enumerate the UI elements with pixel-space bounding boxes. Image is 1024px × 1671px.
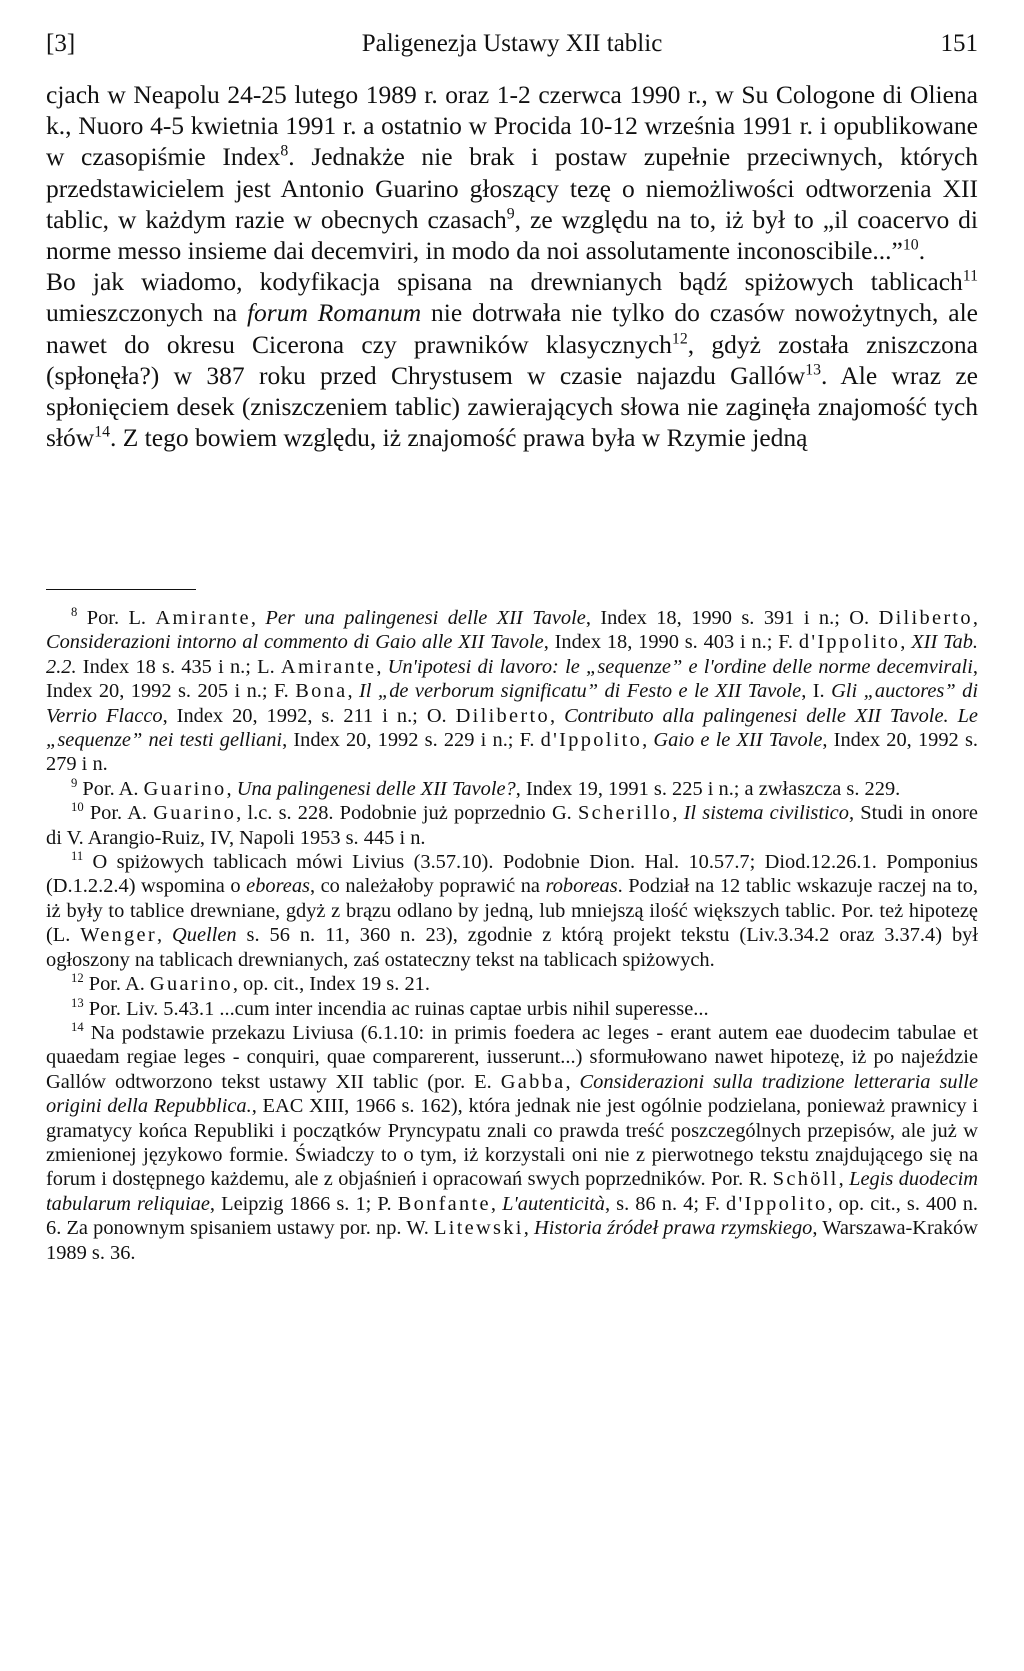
- running-header: [46, 30, 978, 70]
- italic-text: Un'ipotesi di lavoro: le „sequenze” e l'ordine delle norme decemvirali: [387, 655, 973, 678]
- italic-text: Quellen: [172, 924, 237, 947]
- text-run: , EAC XIII, 1966 s. 162), która jednak nie jest ogólnie podzielana, ponieważ prawnicy i gramatycy końca Republiki i początków Pryncypatu znali co prawda treść poszczególnych przepisów, ale już w zmienionej językowo formie. Świadczy to o tym, iż korzystali oni nie z pierwotnego tekstu znajdującego się na forum i dostępnego każdemu, ale z objaśnień i opracowań swych poprzedników. Por. R.: [46, 1095, 979, 1191]
- text-run: ,: [250, 607, 266, 629]
- footnote-separator: [46, 589, 196, 590]
- text-run: . Jednakże nie brak i postaw zupełnie przeciwnych, których przedstawicielem jest Antonio Guarino głoszący tezę o niemożliwości odtworzenia XII tablic, w każdym razie w obecnych czasach: [46, 142, 978, 234]
- text-run: ,: [157, 924, 173, 947]
- text-run: ,: [347, 680, 359, 703]
- text-run: , Studi in onore di V. Arangio-Ruiz, IV, Napoli 1953 s. 445 i n.: [46, 802, 978, 849]
- text-run: , I.: [801, 680, 832, 703]
- author-name: Scherillo: [577, 802, 673, 825]
- author-name: Bonfante: [397, 1192, 491, 1215]
- italic-text: Historia źródeł prawa rzymskiego: [534, 1217, 813, 1240]
- text-run: , ze względu na to, iż był to „il coacervo di norme messo insieme dai decemviri, in modo da noi assolutamente inconoscibile...”: [46, 204, 978, 266]
- text-run: Por. L.: [77, 607, 156, 629]
- author-name: Guarino: [149, 973, 233, 996]
- text-run: , gdyż została zniszczona (spłonęła?) w 387 roku przed Chrystusem w czasie najazdu Gallów: [46, 329, 978, 390]
- italic-text: Contributo alla palingenesi delle XII Tavole. Le „sequenze” nei testi gelliani: [46, 704, 978, 752]
- text-run: Por. A.: [83, 973, 150, 996]
- footnote: [46, 1021, 978, 1265]
- text-run: Por. A.: [77, 777, 144, 800]
- author-name: Guarino: [143, 777, 227, 800]
- italic-text: Gli „auctores” di Verrio Flacco: [46, 680, 979, 727]
- author-name: Diliberto: [878, 607, 973, 629]
- text-run: Por. A.: [83, 802, 154, 825]
- text-run: ,: [642, 729, 654, 752]
- text-run: ,: [565, 1070, 580, 1093]
- author-name: Diliberto: [455, 704, 550, 727]
- text-run: , Index 20, 1992, s. 211 i n.; O.: [162, 704, 456, 727]
- text-run: , Index 20, 1992 s. 279 i n.: [46, 729, 978, 776]
- author-name: d'Ippolito: [798, 631, 901, 654]
- running-title: Paligenezja Ustawy XII tablic: [361, 30, 663, 57]
- italic-text: XII Tab. 2.2.: [46, 631, 979, 678]
- italic-text: Legis duodecim tabularum reliquiae: [46, 1168, 979, 1215]
- author-name: d'Ippolito: [726, 1192, 828, 1215]
- text-run: Index 18 s. 435 i n.; L.: [76, 655, 281, 678]
- section-number: [3]: [46, 30, 76, 57]
- footnote-ref: 11: [71, 849, 84, 864]
- footnote: [46, 850, 978, 972]
- italic-text: Per una palingenesi delle XII Tavole: [265, 607, 586, 629]
- text-run: . Z tego bowiem względu, iż znajomość prawa była w Rzymie jedną: [109, 423, 808, 453]
- author-name: d'Ippolito: [540, 729, 643, 752]
- text-run: , Warszawa-Kraków 1989 s. 36.: [46, 1217, 978, 1264]
- footnote-ref: 14: [94, 423, 110, 441]
- footnote-ref: 12: [671, 330, 688, 348]
- footnote-ref: 13: [71, 995, 84, 1010]
- italic-text: Il sistema civilistico: [683, 802, 849, 825]
- footnote-ref: 12: [71, 971, 84, 986]
- text-run: s. 56 n. 11, 360 n. 23), zgodnie z którą projekt tekstu (Liv.3.34.2 oraz 3.37.4) był ogłoszony na tablicach drewnianych, zaś ostateczny tekst na tablicach spiżowych.: [46, 924, 978, 971]
- text-run: Por. Liv. 5.43.1 ...cum inter incendia ac ruinas captae urbis nihil superesse...: [83, 997, 709, 1020]
- italic-text: eboreas: [246, 875, 310, 898]
- italic-text: roboreas: [545, 875, 618, 898]
- text-run: , Leipzig 1866 s. 1; P.: [209, 1192, 398, 1215]
- text-run: , Index 18, 1990 s. 391 i n.; O.: [585, 607, 879, 629]
- author-name: Schöll: [772, 1168, 839, 1191]
- footnote-ref: 13: [805, 361, 822, 379]
- italic-text: Gaio e le XII Tavole: [653, 729, 823, 752]
- italic-text: Una palingenesi delle XII Tavole?: [236, 777, 516, 800]
- author-name: Litewski: [433, 1217, 524, 1240]
- author-name: Amirante: [155, 607, 251, 629]
- main-text: [46, 79, 978, 453]
- text-run: . Podział na 12 tablic wskazuje raczej na to, iż były to tablice drewniane, gdyż z brązu odlano by jedną, lub mniejszą ilość większych tablic. Por. też hipotezę (L.: [46, 875, 979, 947]
- footnote-ref: 8: [280, 142, 289, 160]
- text-run: ,: [838, 1168, 850, 1191]
- text-run: . Ale wraz ze spłonięciem desek (zniszczeniem tablic) zawierających słowa nie zaginęła znajomość tych słów: [46, 360, 978, 453]
- text-run: ,: [226, 777, 237, 800]
- footnote: [46, 801, 978, 850]
- paragraph-continued: [46, 79, 978, 266]
- text-run: Na podstawie przekazu Liviusa (6.1.10: in primis foedera ac leges - erant autem eae duodecim tabulae et quaedam regiae leges - conquiri, quae comparerent, iusserunt...) sformułowano nawet hipotezę, iż po najeździe Gallów odtworzono tekst ustawy XII tablic (por. E.: [46, 1021, 978, 1093]
- text-run: , l.c. s. 228. Podobnie już poprzednio G.: [236, 802, 578, 825]
- footnote-ref: 10: [71, 800, 84, 815]
- text-run: ,: [972, 607, 978, 629]
- italic-text: Considerazioni intorno al commento di Gaio alle XII Tavole: [46, 631, 544, 654]
- author-name: Amirante: [280, 655, 377, 678]
- text-run: ,: [523, 1217, 535, 1240]
- text-run: , op. cit., s. 400 n. 6. Za ponownym spisaniem ustawy por. np. W.: [46, 1192, 978, 1240]
- text-run: , Index 19, 1991 s. 225 i n.; a zwłaszcza s. 229.: [515, 777, 901, 800]
- text-run: ,: [549, 704, 565, 727]
- footnote-ref: 14: [71, 1020, 84, 1035]
- footnote-ref: 11: [962, 267, 978, 285]
- author-name: Bona: [295, 680, 348, 703]
- text-run: , op. cit., Index 19 s. 21.: [232, 973, 430, 996]
- text-run: ,: [376, 655, 388, 678]
- italic-text: forum Romanum: [246, 298, 422, 328]
- paragraph: [46, 266, 978, 453]
- footnotes: [46, 606, 978, 1265]
- text-run: , s. 86 n. 4; F.: [604, 1192, 727, 1215]
- text-run: .: [918, 236, 926, 266]
- text-run: , Index 20, 1992 s. 205 i n.; F.: [46, 655, 978, 703]
- text-run: , Index 18, 1990 s. 403 i n.; F.: [543, 631, 799, 654]
- footnote-ref: 8: [71, 605, 78, 620]
- footnote-ref: 9: [506, 205, 515, 223]
- text-run: , co należałoby poprawić na: [309, 875, 546, 898]
- text-run: ,: [672, 802, 684, 825]
- footnote: [46, 777, 978, 801]
- page-number: 151: [940, 30, 978, 57]
- footnote: [46, 997, 978, 1021]
- text-run: ,: [900, 631, 912, 654]
- text-run: umieszczonych na: [46, 298, 247, 328]
- footnote-ref: 10: [902, 236, 919, 254]
- text-run: nie dotrwała nie tylko do czasów nowożytnych, ale nawet do okresu Cicerona czy prawników klasycznych: [46, 298, 978, 359]
- footnote: [46, 972, 978, 996]
- author-name: Wenger: [80, 924, 157, 947]
- footnote-ref: 9: [71, 776, 78, 791]
- text-run: , Index 20, 1992 s. 229 i n.; F.: [282, 729, 541, 752]
- text-run: Bo jak wiadomo, kodyfikacja spisana na drewnianych bądź spiżowych tablicach: [46, 267, 963, 297]
- text-run: O spiżowych tablicach mówi Livius (3.57.10). Podobnie Dion. Hal. 10.57.7; Diod.12.26.1. Pomponius (D.1.2.2.4) wspomina o: [46, 851, 978, 898]
- author-name: Gabba: [500, 1070, 566, 1093]
- italic-text: L'autenticità: [502, 1192, 605, 1215]
- italic-text: Considerazioni sulla tradizione letteraria sulle origini della Repubblica.: [46, 1070, 978, 1118]
- footnote: [46, 606, 978, 777]
- author-name: Guarino: [153, 802, 237, 825]
- italic-text: Il „de verborum significatu” di Festo e le XII Tavole: [358, 680, 802, 703]
- text-run: cjach w Neapolu 24-25 lutego 1989 r. oraz 1-2 czerwca 1990 r., w Su Cologone di Oliena k., Nuoro 4-5 kwietnia 1991 r. a ostatnio w Procida 10-12 września 1991 r. i opublikowane w czasopiśmie Index: [46, 80, 978, 172]
- text-run: ,: [490, 1192, 503, 1215]
